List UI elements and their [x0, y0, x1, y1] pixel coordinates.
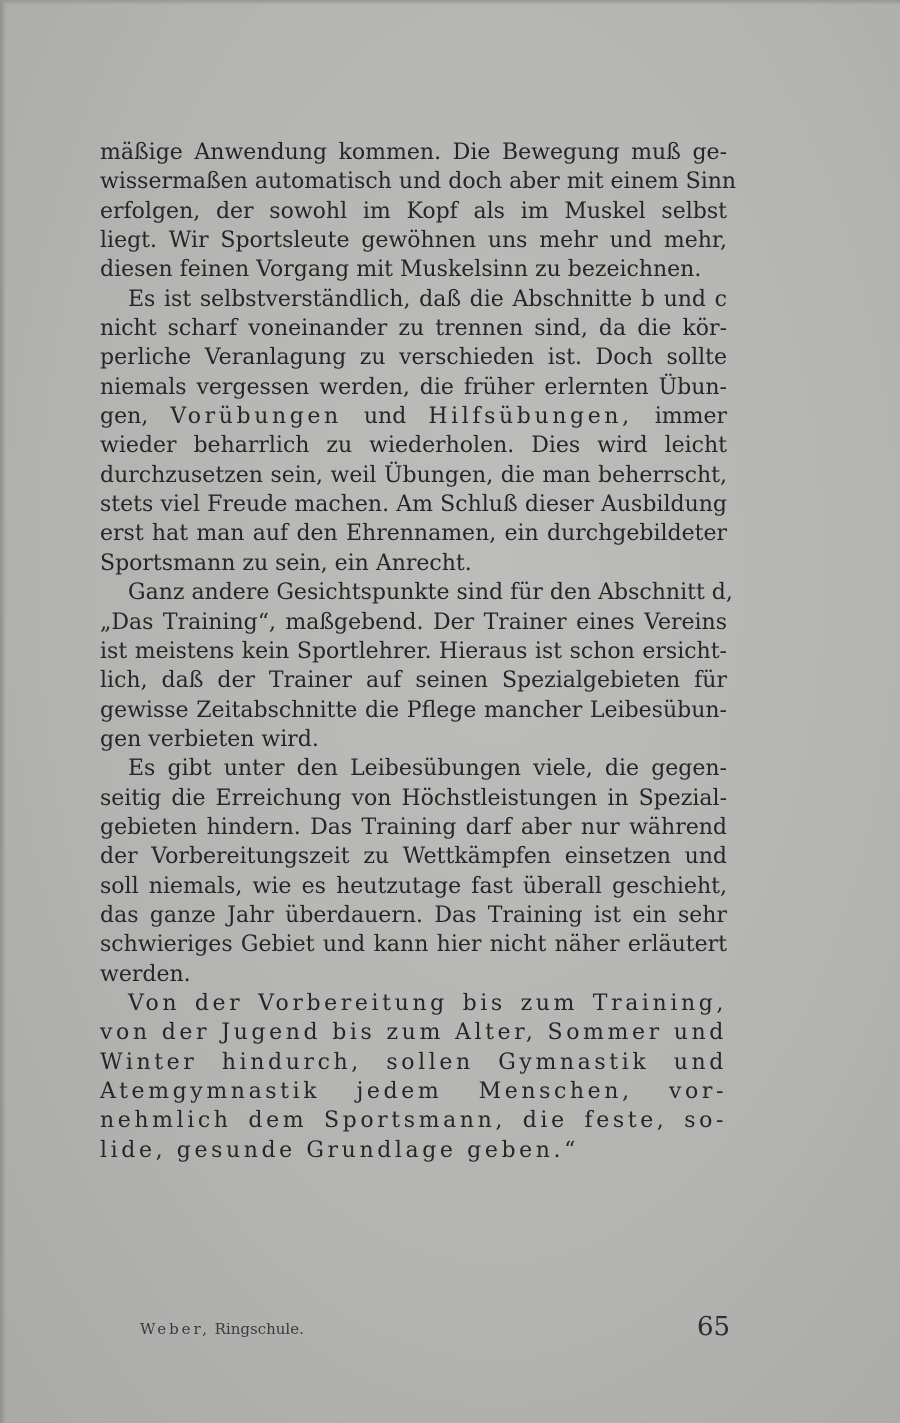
text-line-spaced: Von der Vorbereitung bis zum Training,: [128, 990, 727, 1016]
text-line: gen verbieten wird.: [100, 726, 319, 752]
paragraph-1: [100, 138, 737, 285]
text-line-spaced: nehmlich dem Sportsmann, die feste, so-: [100, 1108, 727, 1134]
page-footer: [0, 1310, 900, 1350]
line-suffix: immer: [654, 404, 728, 430]
text-line: Es ist selbstverständlich, daß die Abschnitte b und c: [128, 286, 727, 312]
text-line: stets viel Freude machen. Am Schluß dieser Ausbildung: [100, 492, 727, 518]
text-line: ist meistens kein Sportlehrer. Hieraus ist schon ersicht-: [100, 638, 727, 664]
line-mid: und: [363, 404, 407, 430]
signature-title: Ringschule.: [214, 1320, 304, 1338]
text-line: erfolgen, der sowohl im Kopf als im Muskel selbst: [100, 198, 727, 224]
page-number: 65: [697, 1312, 731, 1342]
text-line: lich, daß der Trainer auf seinen Spezialgebieten für: [100, 668, 727, 694]
text-line-spaced-emphasis: [100, 402, 727, 431]
text-line: „Das Training“, maßgebend. Der Trainer eines Vereins: [100, 609, 727, 635]
text-line: nicht scharf voneinander zu trennen sind, da die kör-: [100, 316, 727, 342]
body-text: [100, 138, 737, 1165]
text-line: durchzusetzen sein, weil Übungen, die man beherrscht,: [100, 462, 727, 488]
text-line: diesen feinen Vorgang mit Muskelsinn zu bezeichnen.: [100, 257, 702, 283]
text-line: der Vorbereitungszeit zu Wettkämpfen einsetzen und: [100, 844, 727, 870]
page-edge-shadow-left: [0, 0, 6, 1423]
text-line: Sportsmann zu sein, ein Anrecht.: [100, 550, 472, 576]
text-line: Ganz andere Gesichtspunkte sind für den Abschnitt d,: [128, 580, 733, 606]
text-line: Es gibt unter den Leibesübungen viele, die gegen-: [128, 756, 727, 782]
paragraph-4: [100, 754, 727, 989]
text-line: soll niemals, wie es heutzutage fast überall geschieht,: [100, 873, 727, 899]
paragraph-3: [100, 578, 733, 754]
emphasis-word-vorubungen: Vorübungen: [170, 404, 342, 430]
text-line: seitig die Erreichung von Höchstleistungen in Spezial-: [100, 785, 727, 811]
text-line: perliche Veranlagung zu verschieden ist. Doch sollte: [100, 345, 727, 371]
text-line-spaced: Winter hindurch, sollen Gymnastik und: [100, 1049, 727, 1075]
line-prefix: gen,: [100, 404, 149, 430]
text-line: niemals vergessen werden, die früher erlernten Übun-: [100, 374, 727, 400]
emphasis-word-hilfsubungen: Hilfsübungen,: [428, 404, 633, 430]
page-edge-shadow-top: [0, 0, 900, 5]
paragraph-2: [100, 285, 727, 578]
text-line: liegt. Wir Sportsleute gewöhnen uns mehr und mehr,: [100, 228, 727, 254]
text-line: erst hat man auf den Ehrennamen, ein durchgebildeter: [100, 521, 727, 547]
text-line: mäßige Anwendung kommen. Die Bewegung muß ge-: [100, 140, 727, 165]
text-line: werden.: [100, 961, 191, 987]
text-line-spaced: Atemgymnastik jedem Menschen, vor-: [100, 1079, 727, 1104]
text-line: gewisse Zeitabschnitte die Pflege mancher Leibesübun-: [100, 697, 727, 723]
signature-author: Weber,: [140, 1320, 210, 1338]
text-line-spaced: lide, gesunde Grundlage geben.“: [100, 1137, 579, 1163]
signature-line: [140, 1320, 304, 1338]
text-line: gebieten hindern. Das Training darf aber nur während: [100, 814, 727, 840]
text-line: das ganze Jahr überdauern. Das Training ist ein sehr: [100, 902, 727, 928]
text-line: wissermaßen automatisch und doch aber mit einem Sinn: [100, 169, 737, 195]
text-line: wieder beharrlich zu wiederholen. Dies wird leicht: [100, 433, 727, 459]
text-line-spaced: von der Jugend bis zum Alter, Sommer und: [100, 1020, 727, 1046]
text-line: schwieriges Gebiet und kann hier nicht näher erläutert: [100, 932, 727, 958]
paragraph-5-spaced-quote: [100, 989, 727, 1165]
